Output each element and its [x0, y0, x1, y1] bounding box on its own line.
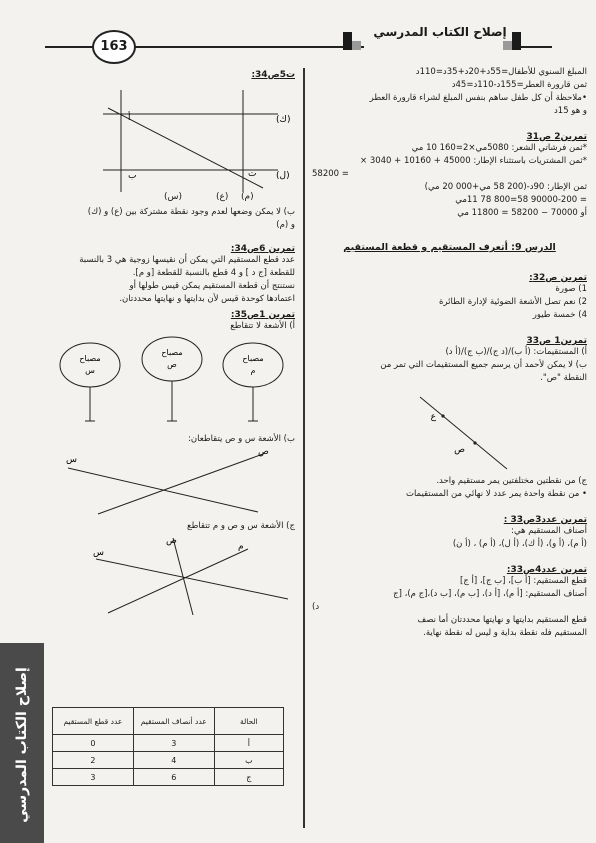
header-square-6: [512, 41, 521, 50]
exercise-line: *ثمن المشتريات باستثناء الإطار: 45000 + 10160 + 3040 ×: [360, 156, 587, 166]
table-cell: 6: [133, 769, 214, 786]
fig-label: (م): [241, 192, 254, 202]
exercise-title: تمرين1 ص33: [526, 336, 587, 346]
exercise-line: و (م): [276, 220, 295, 230]
lamp-label: مصباح: [242, 354, 264, 363]
intro-line: ثمن قارورة العطر=155د-110د=45د: [451, 80, 587, 90]
exercise-line: أو 70000 − 58200 = 11800 مي: [457, 208, 587, 218]
side-label: إصلاح الكتاب المدرسي: [14, 667, 30, 823]
page-number: 163: [92, 30, 136, 64]
fig-label: (ل): [276, 171, 290, 181]
fig-label: (ك): [276, 115, 291, 125]
header-square-2: [352, 41, 361, 50]
exercise-line: اعتمادها كوحدة قيس لأن بدايتها و نهايتها محددتان.: [119, 294, 295, 304]
intro-line: •ملاحظة أن كل طفل ساهم بنفس المبلغ لشراء قارورة العطر: [369, 93, 587, 103]
exercise-line: قطع المستقيم بدايتها و نهايتها محددتان أما نصف: [417, 615, 587, 625]
ray-label: ص: [258, 447, 269, 457]
header-rule-mid: [134, 46, 364, 48]
right-column: [312, 66, 587, 640]
exercise-line: ب) الأشعة س و ص يتقاطعان:: [188, 434, 295, 444]
table-header: عدد قطع المستقيم: [53, 708, 134, 735]
table-row: [53, 735, 284, 752]
table-cell: 4: [133, 752, 214, 769]
lamp: [142, 337, 202, 421]
ray-label: ص: [166, 536, 177, 546]
header-square-4: [512, 32, 521, 41]
exercise-title: تمرين ص32:: [529, 273, 587, 283]
line-through-points: [420, 397, 507, 469]
intro-line: و هو 15د: [553, 106, 587, 116]
list-item: 4) خمسة طيور: [532, 310, 587, 320]
exercise-title: تمرين2 ص31: [526, 132, 587, 142]
ray-s: [96, 559, 288, 599]
table-header-row: [53, 708, 284, 735]
list-item: 2) نعم تصل الأشعة الضوئية لإدارة الطائرة: [438, 297, 587, 307]
point-a: [441, 414, 444, 417]
fig-label: (س): [164, 192, 183, 202]
exercise-line: (أ م)، (أ و)، (أ ك)، (أ ل)، (أ م) ، (أ ن): [452, 539, 587, 549]
ray-label: س: [66, 455, 77, 465]
fig-label: (ع): [216, 192, 229, 202]
list-item: 1) صورة: [555, 284, 587, 294]
point-s: [473, 441, 476, 444]
exercise-line: للقطعة [ج د ] و 4 قطع بالنسبة للقطعة [و م].: [132, 268, 295, 278]
exercise-line: د): [312, 602, 320, 612]
lamp: [60, 343, 120, 421]
table-cell: أ: [214, 735, 283, 752]
fig-label: ت: [248, 169, 257, 179]
ray-label: م: [238, 542, 244, 552]
page-title: إصلاح الكتاب المدرسي: [373, 25, 507, 39]
exercise-title: ت5ص34:: [251, 70, 295, 80]
header-square-5: [503, 41, 512, 50]
lamp-letter: س: [85, 366, 95, 375]
left-column: [48, 70, 295, 615]
fig-bottom-labels: [48, 192, 295, 206]
exercise-line: أ) الأشعة لا تتقاطع: [230, 321, 295, 331]
lamp-letter: م: [250, 366, 256, 375]
exercise-line: نستنتج أن قطعة المستقيم يمكن قيس طولها أو: [129, 281, 295, 291]
exercise-line: قطع المستقيم: [أ ب]، [ب ج]، [أ ج]: [460, 576, 587, 586]
table-header: الحالة: [214, 708, 283, 735]
table-row: [53, 769, 284, 786]
line-figure: [312, 385, 587, 475]
fig-label: أ: [128, 113, 131, 123]
lamp-letter: ص: [167, 360, 177, 369]
fig-label: ب: [128, 171, 137, 181]
exercise-line: ثمن الإطار: 90د-(200 58 مي+000 20 مي): [424, 182, 587, 192]
three-rays-figure: [48, 533, 295, 615]
header-square-3: [343, 41, 352, 50]
lamp: [223, 343, 283, 421]
lamp-label: مصباح: [79, 354, 101, 363]
segments-table: [52, 707, 284, 786]
exercise-line: النقطة "ص".: [540, 373, 587, 383]
ray-sad: [98, 454, 263, 514]
exercise-line: أصناف المستقيم: [أ م)، [أ د)، [ب م)، [ب د)،[ج م)، [ج: [393, 589, 587, 599]
exercise-line: ب) لا يمكن وضعها لعدم وجود نقطة مشتركة بين (ع) و (ك): [87, 207, 295, 217]
exercise-title: تمرين 6ص34:: [230, 244, 295, 254]
exercise-line: أصناف المستقيم هي:: [511, 526, 587, 536]
exercise-line: = 58200: [312, 169, 349, 179]
point-label: ع: [430, 412, 436, 422]
two-rays-figure: [48, 446, 295, 516]
exercise-line: ج) من نقطتين مختلفتين يمر مستقيم واحد.: [436, 476, 587, 486]
intro-line: المبلغ السنوي للأطفال=55د+20د+35د=110د: [415, 67, 587, 77]
table-header: عدد أنصاف المستقيم: [133, 708, 214, 735]
header-rule-right: [520, 46, 552, 48]
header-rule-left: [45, 46, 95, 48]
lamp-label: مصباح: [161, 348, 183, 357]
table-cell: 2: [53, 752, 134, 769]
exercise-line: ج) الأشعة س و ص و م تتقاطع: [187, 521, 295, 531]
ray-label: س: [93, 548, 104, 558]
exercise-title: تمرين عدد4ص33:: [506, 565, 587, 575]
table-cell: 3: [133, 735, 214, 752]
lamps-figure: [48, 333, 295, 433]
exercise-line: ب) لا يمكن لأحمد أن يرسم جميع المستقيمات التي تمر من: [380, 360, 587, 370]
exercise-line: المستقيم فله نقطة بداية و ليس له نقطة نهاية.: [423, 628, 587, 638]
table-cell: ب: [214, 752, 283, 769]
point-label: ص: [454, 445, 465, 455]
exercise-line: عدد قطع المستقيم التي يمكن أن نقيسها زوجية هي 3 بالنسبة: [79, 255, 295, 265]
table-cell: ج: [214, 769, 283, 786]
header-square-1: [343, 32, 352, 41]
column-divider: [303, 68, 305, 828]
exercise-line: أ) المستقيمات: (أ ب)/(د ج)/(ب ج)/(أ د): [445, 347, 587, 357]
exercise-line: *ثمن فرشاتي الشعر: 5080مي×2=160 10 مي: [411, 143, 587, 153]
ray-sad: [173, 538, 193, 615]
exercise-line: • من نقطة واحدة يمر عدد لا نهائي من المستقيمات: [405, 489, 587, 499]
lesson-title: الدرس 9: أتعرف المستقيم و قطعة المستقيم: [343, 242, 556, 253]
exercise-line: = 90000-200 58=800 78 11مي: [455, 195, 587, 205]
lines-figure: [48, 80, 295, 192]
table-cell: 0: [53, 735, 134, 752]
table-row: [53, 752, 284, 769]
table-cell: 3: [53, 769, 134, 786]
exercise-title: تمرين 1ص35:: [230, 310, 295, 320]
exercise-title: تمرين عدد3ص33 :: [503, 515, 587, 525]
